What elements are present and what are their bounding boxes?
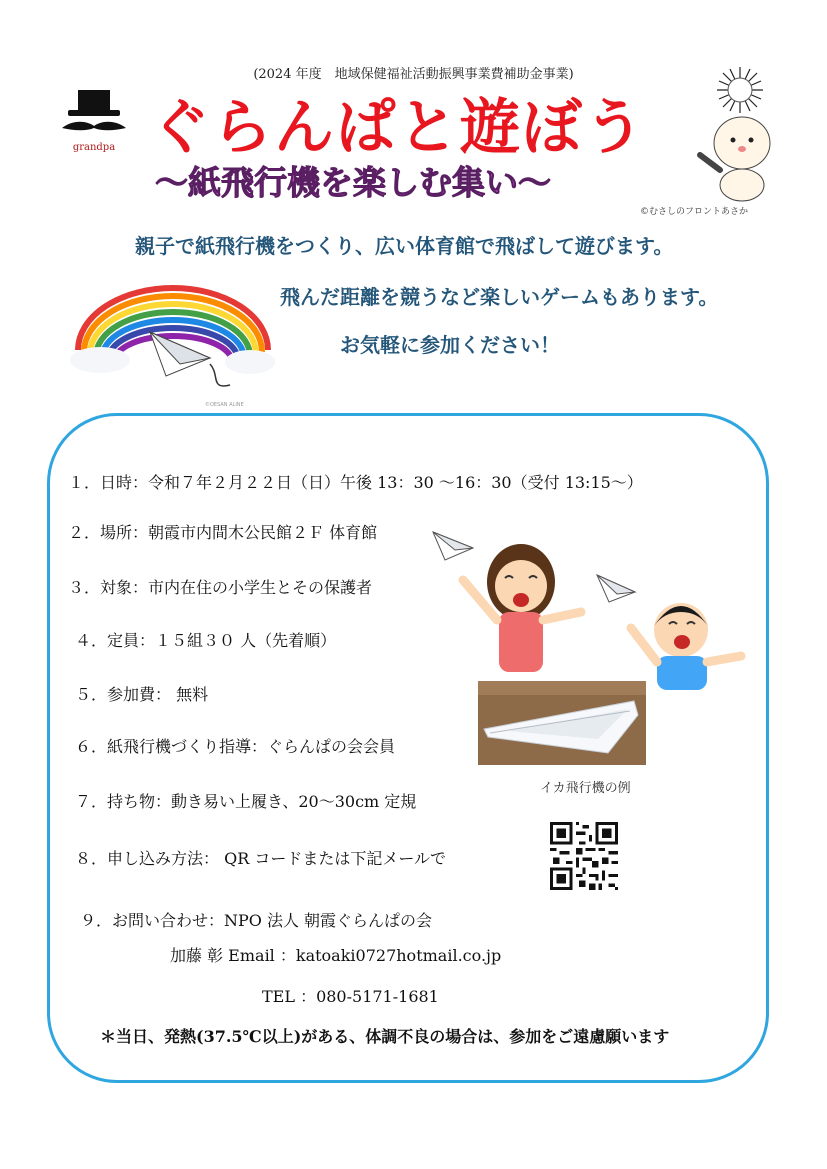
contact-tel: TEL ：080-5171-1681 [262, 987, 439, 1006]
detail-target: ３．対象：市内在住の小学生とその保護者 [68, 578, 373, 597]
main-title: ぐらんぱと遊ぼう [150, 93, 646, 163]
qr-code-icon[interactable] [550, 822, 618, 890]
contact-name-email: 加藤 彰 Email ：katoaki0727hotmail.co.jp [170, 946, 502, 965]
lead-line-2: 飛んだ距離を競うなど楽しいゲームもあります。 [280, 285, 719, 309]
detail-application: ８．申し込み方法： QR コードまたは下記メールで [75, 849, 447, 868]
detail-capacity: ４．定員：１５組３０ 人（先着順） [75, 631, 337, 650]
subsidy-caption: (2024 年度 地域保健福祉活動振興事業費補助金事業) [253, 67, 574, 82]
subtitle: 〜紙飛行機を楽しむ集い〜 [155, 163, 551, 202]
mascot-credit: ©むさしのフロントあさか [640, 207, 749, 217]
logo-text: grandpa [72, 142, 116, 153]
rainbow-paper-plane-illustration [70, 280, 275, 405]
lead-line-1: 親子で紙飛行機をつくり、広い体育館で飛ばして遊びます。 [135, 234, 674, 258]
detail-contact: ９．お問い合わせ：NPO 法人 朝霞ぐらんぱの会 [80, 911, 433, 930]
detail-datetime: １．日時：令和７年２月２２日（日）午後 13：30 〜16：30（受付 13:15〜） [68, 473, 643, 492]
detail-belongings: ７．持ち物：動き易い上履き、20〜30cm 定規 [75, 792, 417, 811]
detail-venue: ２．場所：朝霞市内間木公民館２Ｆ 体育館 [68, 523, 378, 542]
rainbow-credit: ©OESAN ALINE [205, 402, 244, 408]
detail-instructor: ６．紙飛行機づくり指導：ぐらんぱの会会員 [75, 737, 396, 756]
squid-plane-photo [478, 681, 646, 765]
children-throwing-planes-illustration [425, 520, 750, 690]
detail-fee: ５．参加費： 無料 [75, 685, 209, 704]
photo-caption: イカ飛行機の例 [540, 781, 631, 796]
health-notice: ＊当日、発熱(37.5℃以上)がある、体調不良の場合は、参加をご遠慮願います [100, 1027, 670, 1046]
lead-line-3: お気軽に参加ください！ [340, 333, 560, 357]
mascot-character-icon [690, 65, 790, 205]
